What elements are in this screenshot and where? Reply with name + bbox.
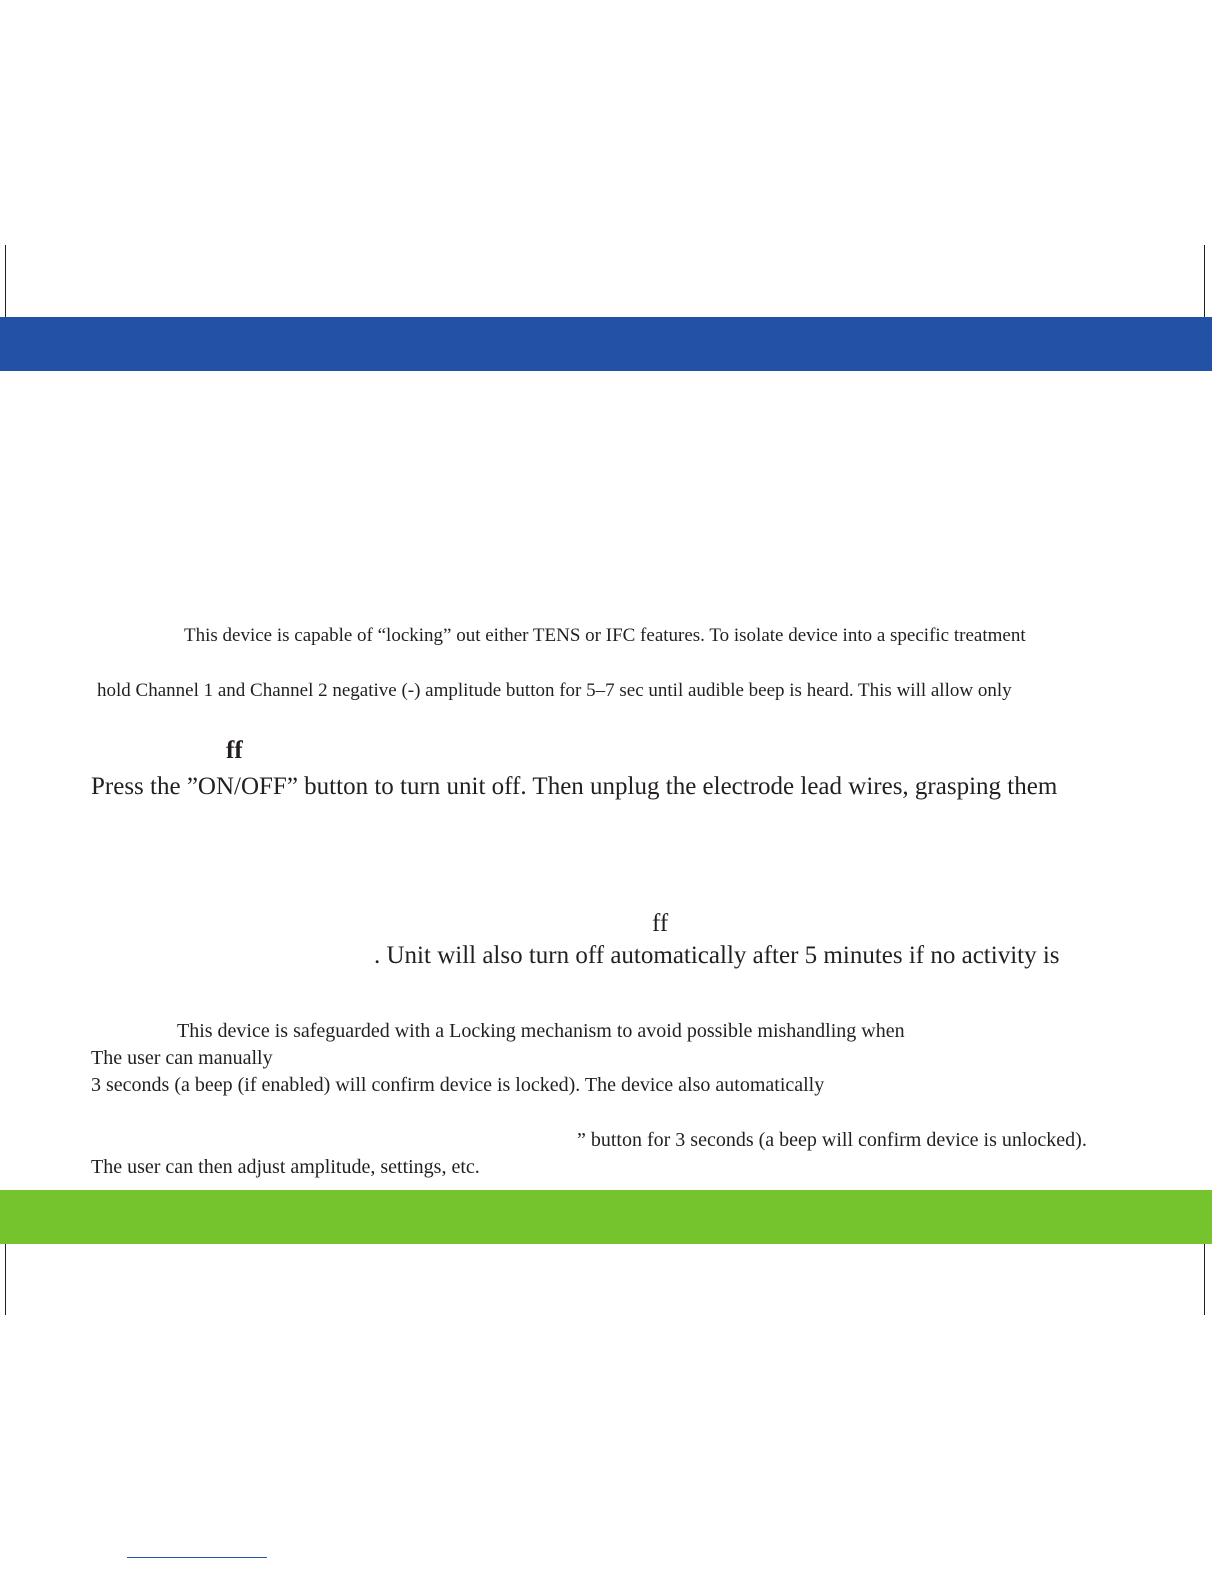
auto-off-line-1: . Unit will also turn off automatically after 5 minutes if no activity is — [374, 942, 1060, 969]
lockout-line-2: hold Channel 1 and Channel 2 negative (-) amplitude button for 5–7 sec until audible beep is heard. This will allow only — [97, 680, 1012, 701]
footer-rule — [127, 1557, 267, 1558]
turn-off-heading-fragment: ff — [226, 737, 243, 764]
locking-line-3: 3 seconds (a beep (if enabled) will confirm device is locked). The device also automatically — [91, 1074, 825, 1096]
crop-mark-top-right — [1204, 245, 1205, 325]
footer-band — [0, 1190, 1212, 1244]
locking-line-1: This device is safeguarded with a Locking mechanism to avoid possible mishandling when — [177, 1020, 905, 1042]
locking-line-5: The user can then adjust amplitude, settings, etc. — [91, 1156, 480, 1178]
crop-mark-bottom-left — [5, 1235, 6, 1315]
crop-mark-top-left — [5, 245, 6, 325]
crop-mark-bottom-right — [1204, 1235, 1205, 1315]
locking-line-2: The user can manually — [91, 1047, 273, 1069]
locking-line-4: ” button for 3 seconds (a beep will confirm device is unlocked). — [577, 1129, 1087, 1151]
turn-off-line-1: Press the ”ON/OFF” button to turn unit off. Then unplug the electrode lead wires, grasping them — [91, 773, 1058, 800]
header-band — [0, 317, 1212, 371]
lockout-line-1: This device is capable of “locking” out either TENS or IFC features. To isolate device into a specific treatment — [184, 625, 1026, 646]
auto-off-heading-fragment: ff — [652, 910, 669, 937]
